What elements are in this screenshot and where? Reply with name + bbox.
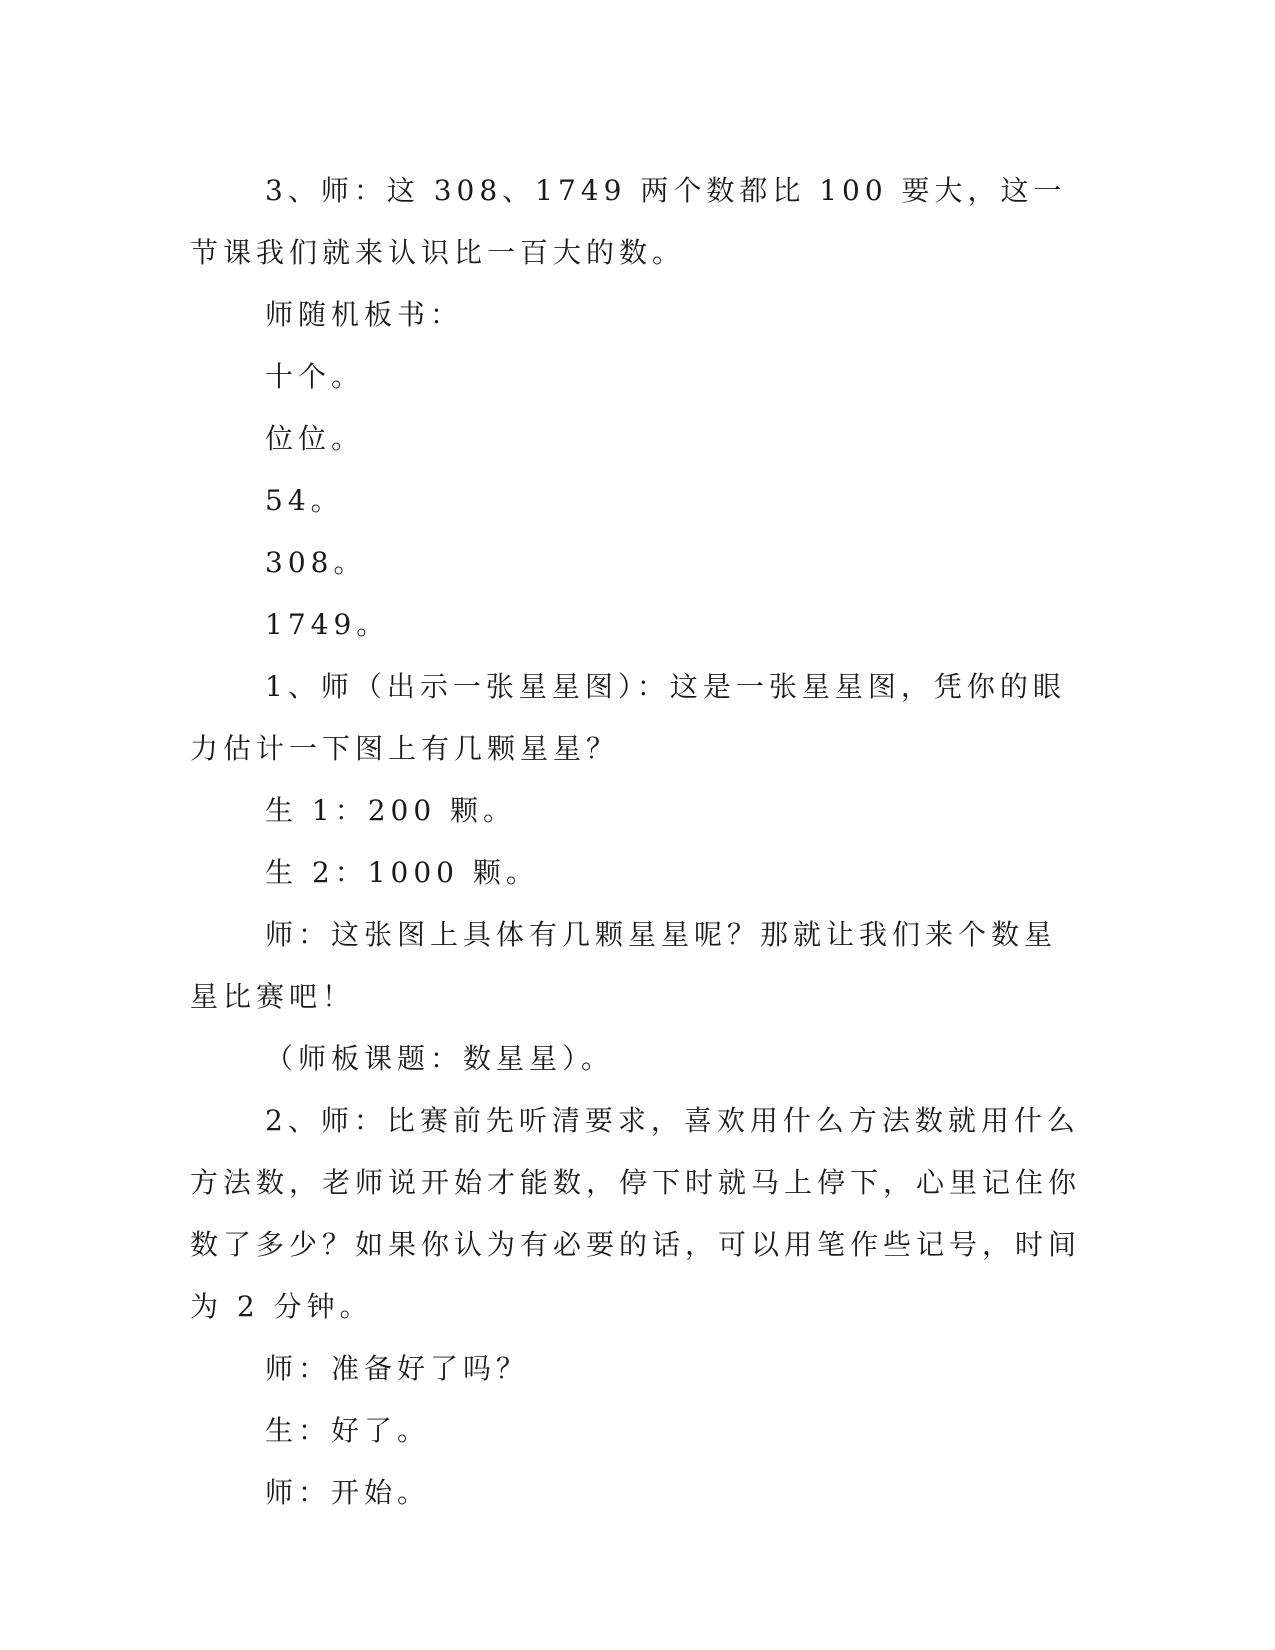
- paragraph-counting-contest: 师：这张图上具体有几颗星星呢？那就让我们来个数星星比赛吧！: [190, 918, 1058, 1013]
- paragraph-ready-question: 师：准备好了吗？: [265, 1352, 530, 1385]
- paragraph-student-1: 生 1：200 颗。: [265, 794, 517, 827]
- paragraph-number-308: 308。: [265, 546, 367, 579]
- paragraph-lesson-title: （师板课题：数星星）。: [265, 1042, 615, 1075]
- paragraph-number-54: 54。: [265, 484, 344, 517]
- paragraph-place-value: 位位。: [265, 422, 365, 455]
- paragraph-tens-ones: 十个。: [265, 360, 365, 393]
- paragraph-board-writing: 师随机板书：: [265, 298, 464, 331]
- paragraph-star-chart: 1、师（出示一张星星图）：这是一张星星图，凭你的眼力估计一下图上有几颗星星？: [190, 670, 1066, 765]
- paragraph-student-ready: 生：好了。: [265, 1414, 431, 1447]
- paragraph-number-1749: 1749。: [265, 608, 390, 641]
- paragraph-contest-rules: 2、师：比赛前先听清要求，喜欢用什么方法数就用什么方法数，老师说开始才能数，停下时就马上停下，心里记住你数了多少？如果你认为有必要的话，可以用笔作些记号，时间为 2 分钟。: [190, 1104, 1082, 1323]
- paragraph-student-2: 生 2：1000 颗。: [265, 856, 539, 889]
- paragraph-teacher-intro: 3、师：这 308、1749 两个数都比 100 要大，这一节课我们就来认识比一百大的数。: [190, 174, 1067, 269]
- paragraph-start: 师：开始。: [265, 1476, 431, 1509]
- document-body: [190, 160, 1085, 1524]
